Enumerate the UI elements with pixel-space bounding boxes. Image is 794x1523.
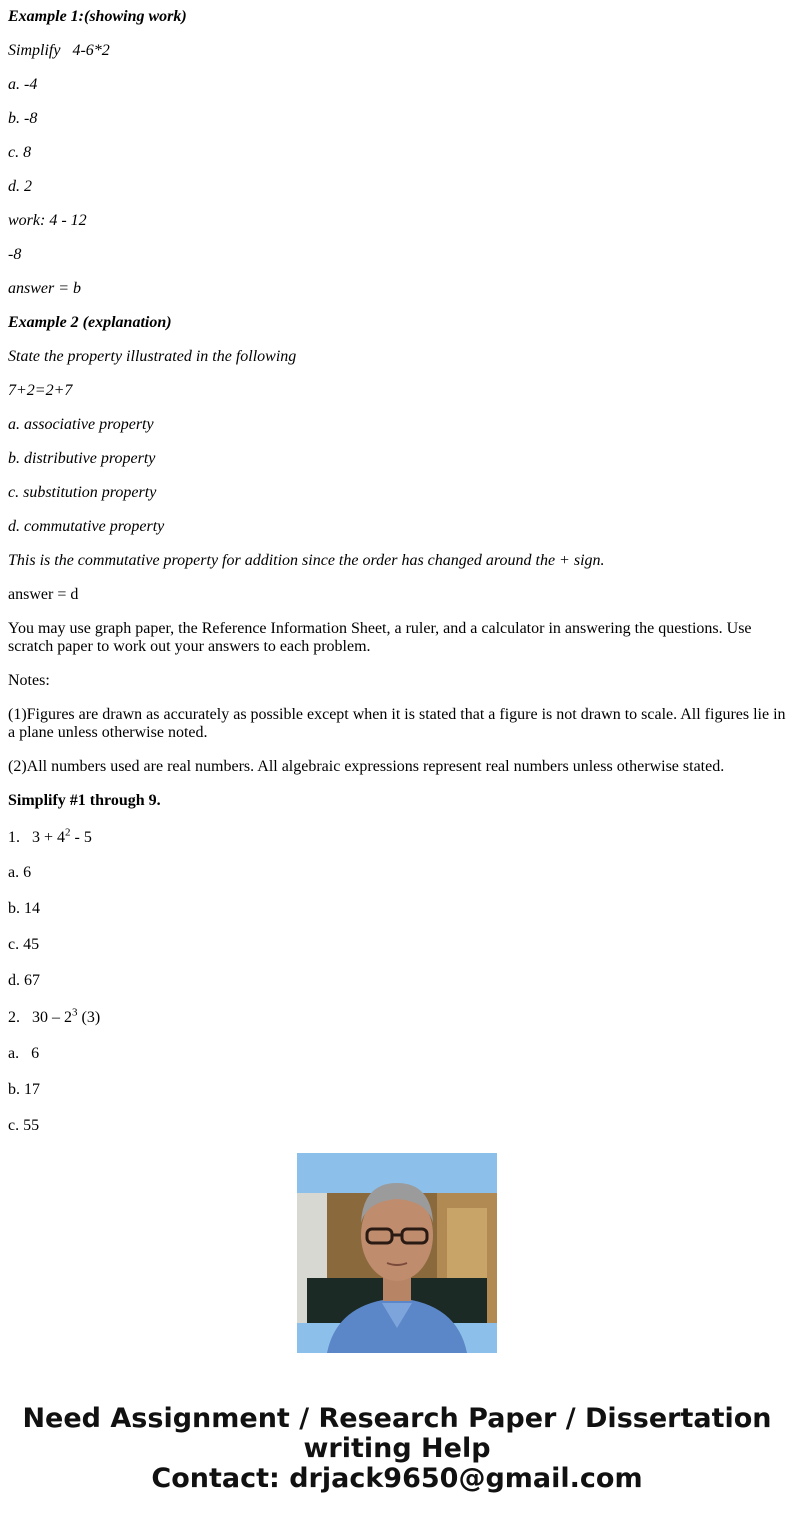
question-1-option-d: d. 67 [8,972,40,989]
example1-heading: Example 1:(showing work) [8,8,187,25]
option-value: 6 [31,1045,40,1062]
notes-label: Notes: [8,672,50,689]
exponent: 3 [72,1006,78,1019]
example2-heading: Example 2 (explanation) [8,314,172,331]
question-2-option-c: c. 55 [8,1117,40,1134]
question-expression: 30 – 2 [32,1009,72,1026]
example2-option-d: d. commutative property [8,518,165,535]
question-2-option-a [8,1045,788,1063]
promo-line-1: Need Assignment / Research Paper / Dissertation [22,1403,772,1434]
example2-expression: 7+2=2+7 [8,382,73,399]
example1-option-d: d. 2 [8,178,32,195]
document-content [8,0,790,1134]
promo-contact: Contact: drjack9650@gmail.com [151,1463,643,1494]
note-2: (2)All numbers used are real numbers. All algebraic expressions represent real numbers unless otherwise stated. [8,758,725,775]
example1-answer: answer = b [8,280,82,297]
example1-work-line2: -8 [8,246,22,263]
example1-work-line1: work: 4 - 12 [8,212,87,229]
example2-option-c: c. substitution property [8,484,157,501]
problem-label: Simplify [8,42,61,59]
question-1-option-b: b. 14 [8,900,40,917]
question-2-option-b: b. 17 [8,1081,40,1098]
exponent: 2 [65,826,71,839]
question-number: 1. [8,829,20,846]
option-letter: a. [8,1045,20,1062]
avatar [297,1153,497,1353]
question-1-option-c: c. 45 [8,936,40,953]
question-1 [8,826,788,847]
example2-option-a: a. associative property [8,416,154,433]
portrait-image [297,1153,497,1353]
promo-banner [0,1404,794,1494]
question-2 [8,1006,788,1027]
promo-line-2: writing Help [303,1433,491,1464]
question-expression-rest: - 5 [74,829,92,846]
example1-option-a: a. -4 [8,76,38,93]
question-number: 2. [8,1009,20,1026]
example2-prompt: State the property illustrated in the following [8,348,297,365]
question-1-option-a: a. 6 [8,864,32,881]
example2-option-b: b. distributive property [8,450,156,467]
example1-option-b: b. -8 [8,110,38,127]
question-expression-rest: (3) [81,1009,101,1026]
example2-answer: answer = d [8,586,79,603]
problem-expression: 4-6*2 [72,42,110,59]
example1-option-c: c. 8 [8,144,32,161]
instructions: You may use graph paper, the Reference Information Sheet, a ruler, and a calculator in answering the questions. Use scratch paper to work out your answers to each problem. [8,620,752,655]
note-1: (1)Figures are drawn as accurately as possible except when it is stated that a figure is not drawn to scale. All figures lie in a plane unless otherwise noted. [8,706,786,741]
example2-explanation: This is the commutative property for addition since the order has changed around the + sign. [8,552,605,569]
example1-problem [8,42,788,60]
question-expression: 3 + 4 [32,829,66,846]
section-heading: Simplify #1 through 9. [8,792,161,809]
